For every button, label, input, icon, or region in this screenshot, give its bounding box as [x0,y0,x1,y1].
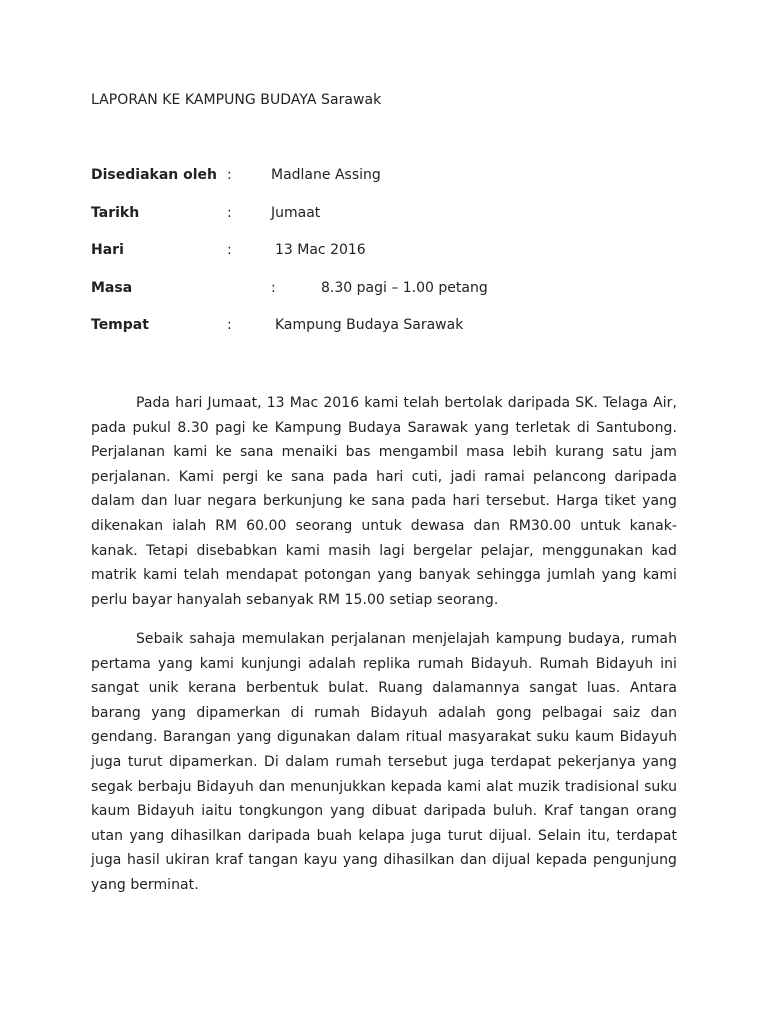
info-value: Kampung Budaya Sarawak [275,317,464,333]
info-value: 13 Mac 2016 [275,242,366,258]
info-row-day [91,242,691,262]
info-row-time [91,280,691,300]
info-label: Tarikh [91,205,140,221]
info-colon: : [227,167,232,183]
info-label: Tempat [91,317,149,333]
info-colon: : [227,242,232,258]
info-label: Disediakan oleh [91,167,217,183]
info-colon: : [227,317,232,333]
info-value: Jumaat [271,205,321,221]
info-value: Madlane Assing [271,167,381,183]
info-label: Hari [91,242,124,258]
info-row-place [91,317,691,337]
info-colon: : [271,280,276,296]
info-value: 8.30 pagi – 1.00 petang [321,280,488,296]
info-label: Masa [91,280,133,296]
body-paragraph-1: Pada hari Jumaat, 13 Mac 2016 kami telah bertolak daripada SK. Telaga Air, pada pukul 8.30 pagi ke Kampung Budaya Sarawak yang terletak di Santubong. Perjalanan kami ke sana menaiki bas mengambil masa lebih kurang satu jam perjalanan. Kami pergi ke sana pada hari cuti, jadi ramai pelancong daripada dalam dan luar negara berkunjung ke sana pada hari tersebut. Harga tiket yang dikenakan ialah RM 60.00 seorang untuk dewasa dan RM30.00 untuk kanak-kanak. Tetapi disebabkan kami masih lagi bergelar pelajar, menggunakan kad matrik kami telah mendapat potongan yang banyak sehingga jumlah yang kami perlu bayar hanyalah sebanyak RM 15.00 setiap seorang. [91,395,677,608]
info-row-prepared-by [91,167,691,187]
report-title: LAPORAN KE KAMPUNG BUDAYA Sarawak [91,92,382,108]
info-colon: : [227,205,232,221]
body-paragraph-2: Sebaik sahaja memulakan perjalanan menjelajah kampung budaya, rumah pertama yang kami kunjungi adalah replika rumah Bidayuh. Rumah Bidayuh ini sangat unik kerana berbentuk bulat. Ruang dalamannya sangat luas. Antara barang yang dipamerkan di rumah Bidayuh adalah gong pelbagai saiz dan gendang. Barangan yang digunakan dalam ritual masyarakat suku kaum Bidayuh juga turut dipamerkan. Di dalam rumah tersebut juga terdapat pekerjanya yang segak berbaju Bidayuh dan menunjukkan kepada kami alat muzik tradisional suku kaum Bidayuh iaitu tongkungon yang dibuat daripada buluh. Kraf tangan orang utan yang dihasilkan daripada buah kelapa juga turut dijual. Selain itu, terdapat juga hasil ukiran kraf tangan kayu yang dihasilkan dan dijual kepada pengunjung yang berminat. [91,631,677,893]
info-row-date [91,205,691,225]
